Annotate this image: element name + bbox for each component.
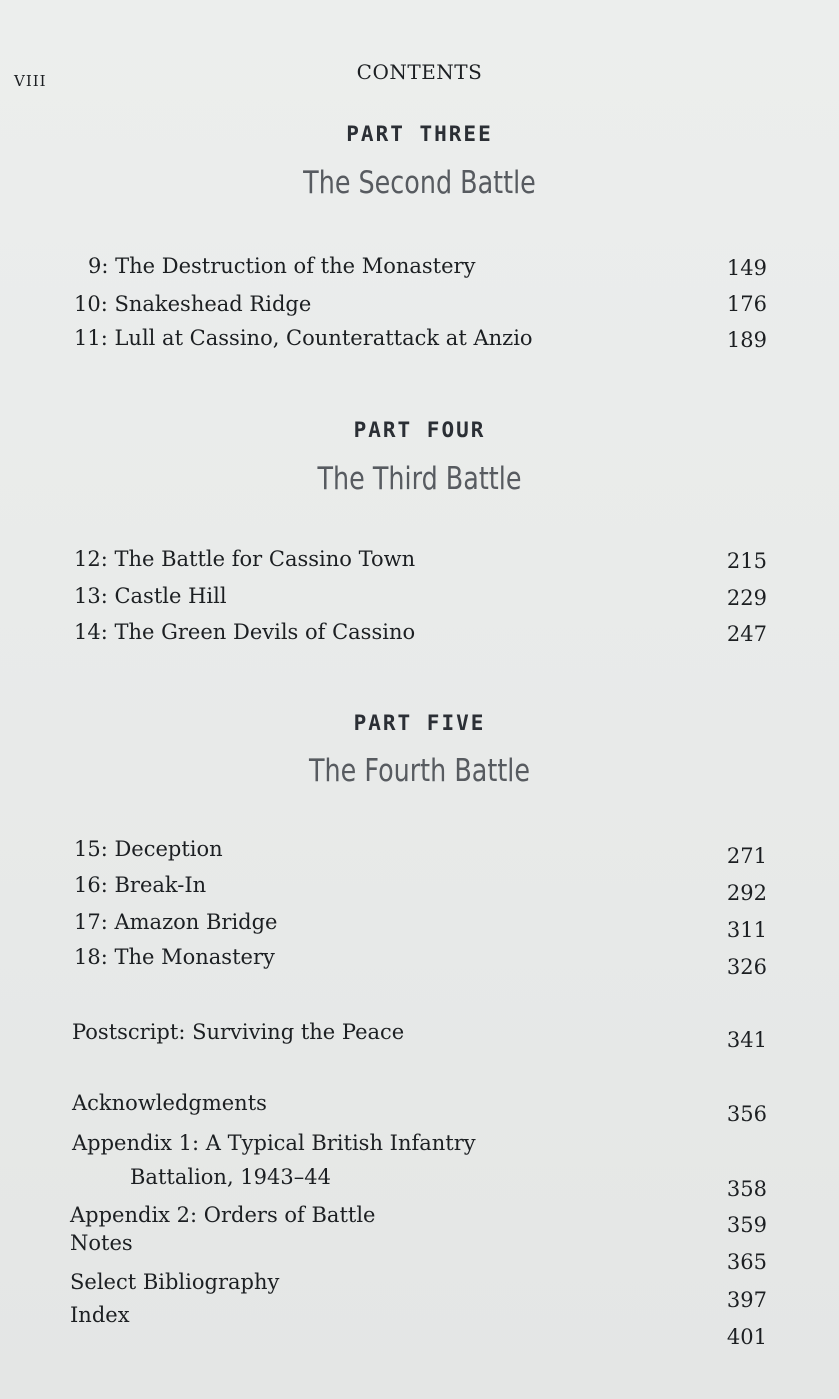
toc-page-number: 359: [726, 1213, 767, 1237]
part-five-title: The Fourth Battle: [308, 753, 530, 789]
part-three-title: The Second Battle: [303, 165, 536, 201]
part-three-label: PART THREE: [346, 122, 493, 146]
toc-page-number: 176: [726, 292, 767, 316]
toc-page-number: 401: [726, 1325, 767, 1349]
toc-page-number: 341: [726, 1028, 767, 1052]
toc-entry: 9: The Destruction of the Monastery: [88, 254, 476, 278]
toc-page-number: 356: [726, 1102, 767, 1126]
toc-entry-postscript: Postscript: Surviving the Peace: [72, 1020, 405, 1044]
toc-entry-appendix-2: Appendix 2: Orders of Battle: [70, 1203, 376, 1227]
toc-page-number: 189: [726, 328, 767, 352]
toc-page-number: 247: [726, 622, 767, 646]
toc-entry: 16: Break-In: [74, 873, 207, 897]
running-head: CONTENTS: [356, 60, 483, 84]
toc-entry-bibliography: Select Bibliography: [70, 1270, 280, 1294]
toc-page-number: 215: [726, 549, 767, 573]
toc-page-number: 149: [726, 256, 767, 280]
toc-entry: 12: The Battle for Cassino Town: [74, 547, 416, 571]
toc-entry: 13: Castle Hill: [74, 584, 227, 608]
toc-entry: 10: Snakeshead Ridge: [74, 292, 312, 316]
toc-entry-appendix-1-continued: Battalion, 1943–44: [130, 1165, 331, 1189]
part-five-label: PART FIVE: [353, 711, 486, 735]
part-four-title: The Third Battle: [317, 461, 522, 497]
toc-page-number: 292: [726, 881, 767, 905]
toc-entry-appendix-1: Appendix 1: A Typical British Infantry: [72, 1131, 476, 1155]
toc-entry: 18: The Monastery: [74, 945, 275, 969]
toc-entry: 17: Amazon Bridge: [74, 910, 278, 934]
toc-entry: 11: Lull at Cassino, Counterattack at Anzio: [74, 326, 533, 350]
toc-entry-index: Index: [70, 1303, 130, 1327]
toc-page-number: 358: [726, 1177, 767, 1201]
toc-page-number: 365: [726, 1250, 767, 1274]
toc-page-number: 397: [726, 1288, 767, 1312]
toc-entry-acknowledgments: Acknowledgments: [72, 1091, 267, 1115]
toc-page-number: 326: [726, 955, 767, 979]
part-four-label: PART FOUR: [353, 418, 486, 442]
toc-page-number: 271: [726, 844, 767, 868]
toc-page-number: 311: [726, 918, 767, 942]
toc-page-number: 229: [726, 586, 767, 610]
toc-entry: 15: Deception: [74, 837, 223, 861]
toc-entry-notes: Notes: [70, 1231, 133, 1255]
toc-entry: 14: The Green Devils of Cassino: [74, 620, 416, 644]
page-folio: VIII: [14, 72, 47, 90]
